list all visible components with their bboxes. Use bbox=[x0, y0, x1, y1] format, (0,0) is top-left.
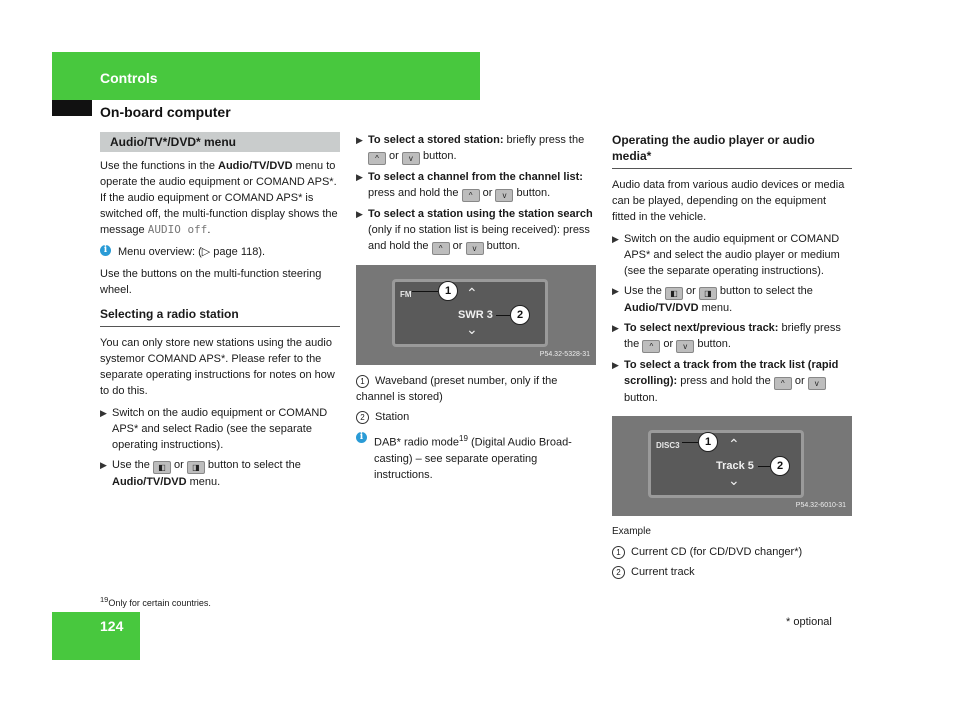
caption-item: 2 Current track bbox=[612, 564, 852, 580]
bullet-item: ▶ To select a stored station: briefly press the ^ or v button. bbox=[356, 134, 585, 163]
bullet-item: ▶ To select a track from the track list (rapid scrolling): press and hold the ^ or v button. bbox=[612, 359, 839, 404]
bullet-arrow-icon: ▶ bbox=[356, 135, 363, 145]
menu-subheading: Audio/TV*/DVD* menu bbox=[100, 132, 340, 152]
up-button-icon: ^ bbox=[432, 242, 450, 255]
display-message: AUDIO off bbox=[147, 223, 208, 236]
page-title: On-board computer bbox=[100, 104, 231, 120]
callout-1: 1 bbox=[698, 432, 718, 452]
page-number-box bbox=[52, 612, 140, 660]
down-button-icon: v bbox=[676, 340, 694, 353]
station-label: SWR 3 bbox=[458, 309, 493, 321]
callout-leader-line bbox=[682, 442, 698, 443]
callout-leader-line bbox=[496, 315, 510, 316]
column-2 bbox=[356, 132, 596, 489]
radio-display-figure bbox=[356, 265, 596, 365]
up-button-icon: ^ bbox=[368, 152, 386, 165]
bullet-arrow-icon: ▶ bbox=[100, 460, 107, 470]
info-icon: i bbox=[356, 432, 367, 443]
menu-right-button-icon: ◨ bbox=[699, 287, 717, 300]
up-button-icon: ^ bbox=[462, 189, 480, 202]
bullet-item: ▶ Use the ◧ or ◨ button to select the Audio/TV/DVD menu. bbox=[612, 285, 813, 314]
optional-note: * optional bbox=[786, 616, 832, 628]
bullet-arrow-icon: ▶ bbox=[100, 408, 107, 418]
down-arrow-icon: ⌄ bbox=[466, 321, 478, 337]
callout-2: 2 bbox=[770, 456, 790, 476]
track-label: Track 5 bbox=[716, 460, 754, 472]
section-heading: Operating the audio player or audio media* bbox=[612, 132, 852, 169]
bullet-arrow-icon: ▶ bbox=[612, 234, 619, 244]
down-button-icon: v bbox=[808, 377, 826, 390]
bullet-arrow-icon: ▶ bbox=[612, 323, 619, 333]
audio-display-figure bbox=[612, 416, 852, 516]
section-heading: Selecting a radio station bbox=[100, 306, 340, 327]
page-ref-arrow-icon: ▷ bbox=[201, 246, 211, 258]
menu-right-button-icon: ◨ bbox=[187, 461, 205, 474]
callout-leader-line bbox=[758, 466, 770, 467]
bullet-arrow-icon: ▶ bbox=[356, 172, 363, 182]
header-black-tab bbox=[52, 100, 92, 116]
callout-leader-line bbox=[412, 291, 438, 292]
caption-item: 2 Station bbox=[356, 409, 596, 425]
intro-paragraph: Use the functions in the Audio/TV/DVD menu to operate the audio equipment or COMAND APS*. If the audio equipment or COMAND APS* is switched off, the multi-function display shows the message AUDIO off. bbox=[100, 160, 338, 236]
up-arrow-icon: ⌃ bbox=[466, 285, 478, 301]
audio-paragraph: Audio data from various audio devices or media can be played, depending on the equipment fitted in the vehicle. bbox=[612, 179, 845, 223]
bullet-item: ▶ To select a channel from the channel list: press and hold the ^ or v button. bbox=[356, 171, 583, 200]
bullet-item: ▶ To select next/previous track: briefly press the ^ or v button. bbox=[612, 322, 841, 351]
down-button-icon: v bbox=[495, 189, 513, 202]
figure-code: P54.32-5328-31 bbox=[539, 351, 590, 358]
steering-wheel-paragraph: Use the buttons on the multi-function steering wheel. bbox=[100, 268, 322, 296]
up-arrow-icon: ⌃ bbox=[728, 436, 740, 452]
info-note: i Menu overview: (▷ page 118). bbox=[100, 244, 340, 260]
up-button-icon: ^ bbox=[774, 377, 792, 390]
menu-left-button-icon: ◧ bbox=[153, 461, 171, 474]
bullet-item: ▶ To select a station using the station search (only if no station list is being received): press and hold the ^ or v button. bbox=[356, 208, 593, 253]
callout-2: 2 bbox=[510, 305, 530, 325]
down-button-icon: v bbox=[466, 242, 484, 255]
info-note: i DAB* radio mode$^{19}$ (Digital Audio Broad-casting) – see separate operating instructions. bbox=[356, 431, 596, 483]
page-number: 124 bbox=[100, 618, 124, 634]
bullet-arrow-icon: ▶ bbox=[612, 360, 619, 370]
column-1 bbox=[100, 132, 340, 494]
menu-left-button-icon: ◧ bbox=[665, 287, 683, 300]
disc-label: DISC3 bbox=[656, 441, 680, 450]
footnote: $^{19}$Only for certain countries. bbox=[100, 595, 211, 608]
column-3 bbox=[612, 132, 852, 584]
radio-paragraph: You can only store new stations using the audio systemor COMAND APS*. Please refer to the separate operating instructions for notes on how to do this. bbox=[100, 337, 335, 397]
waveband-label: FM bbox=[400, 290, 412, 299]
callout-1: 1 bbox=[438, 281, 458, 301]
info-icon: i bbox=[100, 245, 111, 256]
bullet-item: ▶ Use the ◧ or ◨ button to select the Audio/TV/DVD menu. bbox=[100, 459, 301, 488]
figure-code: P54.32-6010-31 bbox=[795, 502, 846, 509]
caption-item: 1 Current CD (for CD/DVD changer*) bbox=[612, 544, 852, 560]
bullet-item: ▶ Switch on the audio equipment or COMAND APS* and select Radio (see the separate operating instructions). bbox=[100, 407, 328, 451]
up-button-icon: ^ bbox=[642, 340, 660, 353]
caption-item: 1 Waveband (preset number, only if the channel is stored) bbox=[356, 375, 558, 403]
section-title: Controls bbox=[100, 70, 158, 86]
figure-example-label: Example bbox=[612, 526, 651, 537]
down-arrow-icon: ⌄ bbox=[728, 472, 740, 488]
bullet-arrow-icon: ▶ bbox=[356, 209, 363, 219]
bullet-item: ▶ Switch on the audio equipment or COMAND APS* and select the audio player or medium (see the separate operating instructions). bbox=[612, 233, 840, 277]
bullet-arrow-icon: ▶ bbox=[612, 286, 619, 296]
down-button-icon: v bbox=[402, 152, 420, 165]
